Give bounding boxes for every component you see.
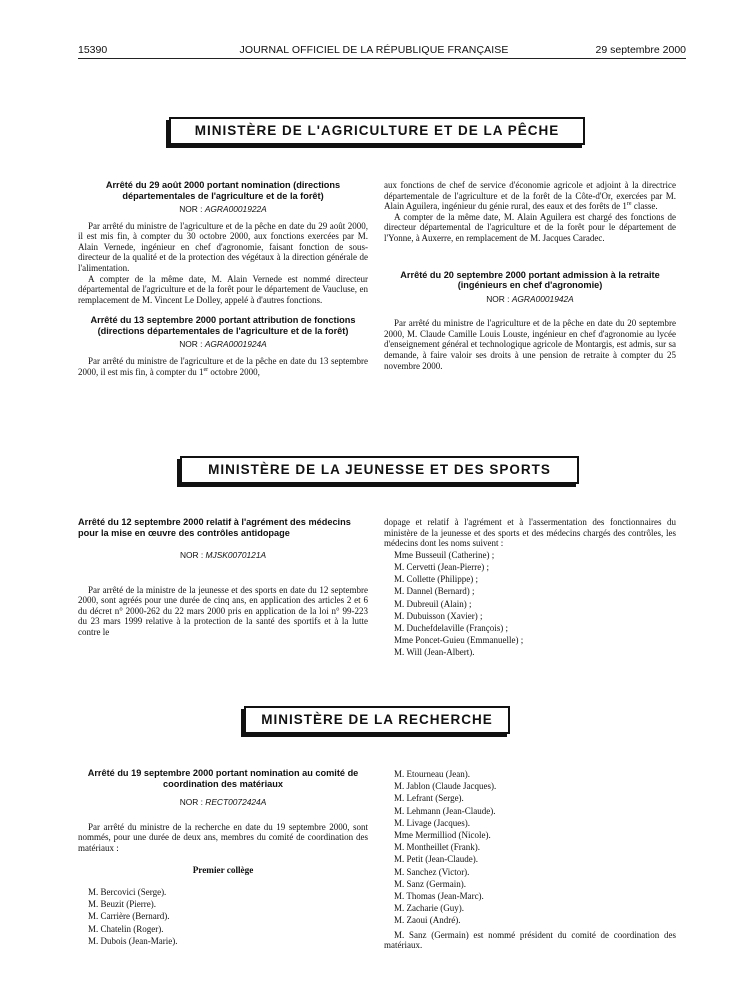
paragraph: aux fonctions de chef de service d'économie agricole et adjoint à la directrice départementale de l'agriculture et de la forêt de la Côte-d'Or, exercées par M. Alain Aguilera, ingénieur du génie rural, des eaux et des forêts de 1re classe. — [384, 180, 676, 212]
journal-title: JOURNAL OFFICIEL DE LA RÉPUBLIQUE FRANÇAISE — [239, 44, 509, 56]
list-item: M. Dubois (Jean-Marie). — [88, 935, 178, 946]
list-item: M. Thomas (Jean-Marc). — [394, 891, 484, 902]
agriculture-right-column — [384, 180, 676, 371]
recherche-right-column — [384, 768, 676, 951]
nor-code: AGRA0001922A — [204, 204, 267, 214]
list-item: M. Dubuisson (Xavier) ; — [394, 610, 483, 621]
list-item: M. Zacharie (Guy). — [394, 903, 464, 914]
agriculture-left-column — [78, 180, 368, 377]
recherche-left-column — [78, 768, 368, 947]
college-heading: Premier collège — [192, 865, 254, 876]
paragraph: A compter de la même date, M. Alain Vernede est nommé directeur départemental de l'agriculture et de la forêt pour le département de Vaucluse, en remplacement de M. Vincent Le Dolley, appelé à d'autres fonctions. — [78, 273, 368, 305]
issue-date: 29 septembre 2000 — [595, 44, 686, 56]
list-item: Mme Busseuil (Catherine) ; — [394, 549, 495, 560]
arrete-title: Arrêté du 19 septembre 2000 portant nomination au comité de coordination des matériaux — [87, 768, 359, 789]
paragraph: Par arrêté du ministre de l'agriculture et de la pêche en date du 20 septembre 2000, M. Claude Camille Louis Louste, ingénieur en chef d'agronomie au lycée d'enseignement général et technologique agricole de Montargis, est admis, sur sa demande, à faire valoir ses droits à une pension de retraite à compter du 25 novembre 2000. — [384, 318, 676, 371]
arrete-title: Arrêté du 20 septembre 2000 portant admission à la retraite (ingénieurs en chef d'agronomie) — [400, 269, 660, 291]
list-item: M. Beuzit (Pierre). — [88, 899, 156, 910]
page-number: 15390 — [78, 44, 108, 56]
paragraph: Par arrêté du ministre de la recherche en date du 19 septembre 2000, sont nommés, pour une durée de deux ans, membres du comité de coordination des matériaux : — [78, 821, 368, 853]
nor-reference: NOR : RECT0072424A — [179, 797, 267, 807]
list-item: M. Montheillet (Frank). — [394, 842, 480, 853]
ministry-agriculture-heading: MINISTÈRE DE L'AGRICULTURE ET DE LA PÊCHE — [169, 117, 585, 145]
member-list — [384, 768, 676, 927]
member-list — [78, 886, 368, 947]
list-item: M. Sanz (Germain). — [394, 878, 466, 889]
list-item: Mme Mermilliod (Nicole). — [394, 830, 491, 841]
list-item: M. Collette (Philippe) ; — [394, 574, 478, 585]
physician-list — [384, 549, 676, 659]
list-item: M. Will (Jean-Albert). — [394, 647, 475, 658]
list-item: M. Lehmann (Jean-Claude). — [394, 805, 496, 816]
ministry-recherche-heading: MINISTÈRE DE LA RECHERCHE — [244, 706, 510, 734]
list-item: M. Dubreuil (Alain) ; — [394, 598, 472, 609]
paragraph: Par arrêté de la ministre de la jeunesse et des sports en date du 12 septembre 2000, sont agréés pour une durée de cinq ans, en application des articles 2 et 6 du décret n° 2000-262 du 22 mars 2000 pris en application de la loi n° 99-223 du 23 mars 1999 relative à la protection de la santé des sportifs et à la lutte contre le — [78, 584, 368, 637]
list-item: Mme Poncet-Guieu (Emmanuelle) ; — [394, 635, 524, 646]
arrete-title: Arrêté du 12 septembre 2000 relatif à l'agrément des médecins pour la mise en œuvre des contrôles antidopage — [78, 517, 351, 538]
paragraph: Par arrêté du ministre de l'agriculture et de la pêche en date du 13 septembre 2000, il est mis fin, à compter du 1er octobre 2000, — [78, 355, 368, 377]
arrete-title: Arrêté du 29 août 2000 portant nomination (directions départementales de l'agriculture et de la forêt) — [105, 180, 341, 201]
nor-reference: NOR : AGRA0001922A — [179, 204, 267, 214]
list-item: M. Dannel (Bernard) ; — [394, 586, 475, 597]
list-item: M. Sanchez (Victor). — [394, 866, 470, 877]
paragraph: Par arrêté du ministre de l'agriculture et de la pêche en date du 29 août 2000, il est mis fin, à compter du 30 octobre 2000, aux fonctions exercées par M. Alain Vernede, ingénieur en chef d'agronomie, faisant fonction de sous-directeur de la qualité et de la protection des végétaux à la direction générale de l'alimentation. — [78, 220, 368, 273]
ministry-jeunesse-heading: MINISTÈRE DE LA JEUNESSE ET DES SPORTS — [180, 456, 579, 484]
list-item: M. Livage (Jacques). — [394, 817, 470, 828]
nor-code: MJSK0070121A — [205, 550, 267, 560]
header-rule — [78, 58, 686, 59]
jeunesse-left-column — [78, 517, 368, 638]
list-item: M. Chatelin (Roger). — [88, 923, 164, 934]
list-item: M. Bercovici (Serge). — [88, 886, 167, 897]
jeunesse-right-column — [384, 517, 676, 659]
list-item: M. Cervetti (Jean-Pierre) ; — [394, 561, 489, 572]
list-item: M. Lefrant (Serge). — [394, 793, 464, 804]
nor-code: AGRA0001924A — [204, 339, 267, 350]
paragraph: M. Sanz (Germain) est nommé président du comité de coordination des matériaux. — [384, 929, 676, 951]
paragraph: dopage et relatif à l'agrément et à l'assermentation des fonctionnaires du ministère de la jeunesse et des sports et des médecins chargés des contrôles, les médecins dont les noms suivent : — [384, 517, 676, 549]
list-item: M. Jablon (Claude Jacques). — [394, 781, 497, 792]
nor-reference: NOR : AGRA0001924A — [179, 339, 267, 350]
nor-reference: NOR : AGRA0001942A — [486, 293, 574, 304]
list-item: M. Petit (Jean-Claude). — [394, 854, 478, 865]
list-item: M. Zaoui (André). — [394, 915, 461, 926]
paragraph: A compter de la même date, M. Alain Aguilera est chargé des fonctions de directeur départemental de l'agriculture et de la forêt pour le département de l'Yonne, à Auxerre, en remplacement de M. Jacques Caradec. — [384, 211, 676, 243]
list-item: M. Carrière (Bernard). — [88, 911, 170, 922]
arrete-title: Arrêté du 13 septembre 2000 portant attribution de fonctions (directions départementales de l'agriculture et de la forêt) — [90, 315, 356, 336]
list-item: M. Duchefdelaville (François) ; — [394, 623, 508, 633]
nor-code: RECT0072424A — [205, 797, 267, 807]
nor-reference: NOR : MJSK0070121A — [179, 550, 267, 560]
list-item: M. Etourneau (Jean). — [394, 769, 470, 779]
nor-code: AGRA0001942A — [511, 293, 574, 304]
